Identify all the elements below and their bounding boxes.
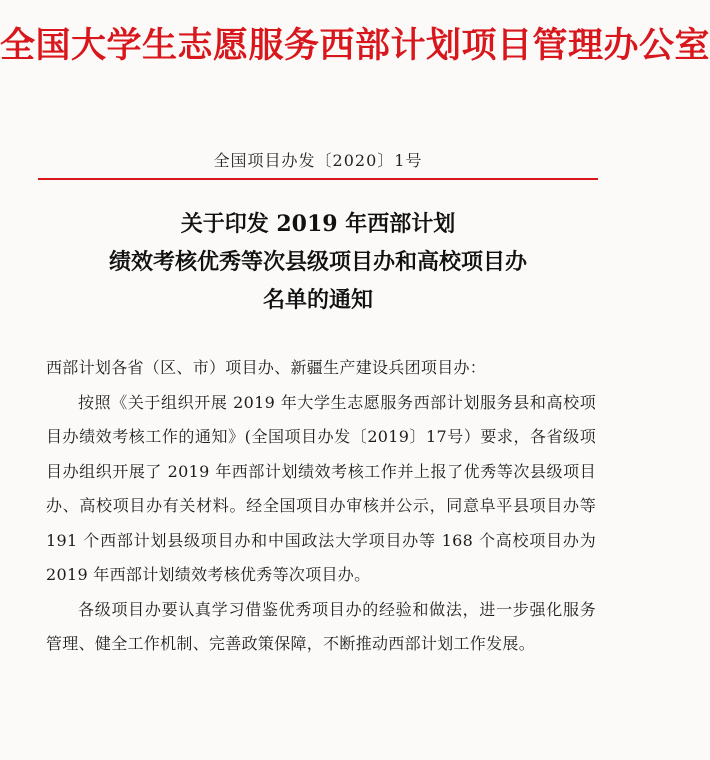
notice-body — [46, 351, 596, 662]
document-number: 全国项目办发〔2020〕1号 — [213, 151, 423, 170]
body-paragraph-1: 按照《关于组织开展 2019 年大学生志愿服务西部计划服务县和高校项目办绩效考核工作的通知》(全国项目办发〔2019〕17号）要求，各省级项目办组织开展了 2019 年西部计划绩效考核工作并上报了优秀等次县级项目办、高校项目办有关材料。经全国项目办审核并公示，同意阜平县项目办等 191 个西部计划县级项目办和中国政法大学项目办等 168 个高校项目办为 2019 年西部计划绩效考核优秀等次项目办。 — [46, 392, 596, 584]
notice-title — [0, 205, 636, 319]
notice-title-line-1: 关于印发 2019 年西部计划 — [180, 211, 456, 237]
salutation: 西部计划各省（区、市）项目办、新疆生产建设兵团项目办： — [46, 358, 487, 377]
issuing-office-header: 全国大学生志愿服务西部计划项目管理办公室 — [0, 26, 710, 66]
notice-title-line-3: 名单的通知 — [262, 287, 373, 313]
body-paragraph-2: 各级项目办要认真学习借鉴优秀项目办的经验和做法，进一步强化服务管理、健全工作机制、完善政策保障，不断推动西部计划工作发展。 — [46, 599, 596, 653]
notice-title-line-2: 绩效考核优秀等次县级项目办和高校项目办 — [108, 249, 527, 275]
red-divider-line — [38, 178, 598, 180]
